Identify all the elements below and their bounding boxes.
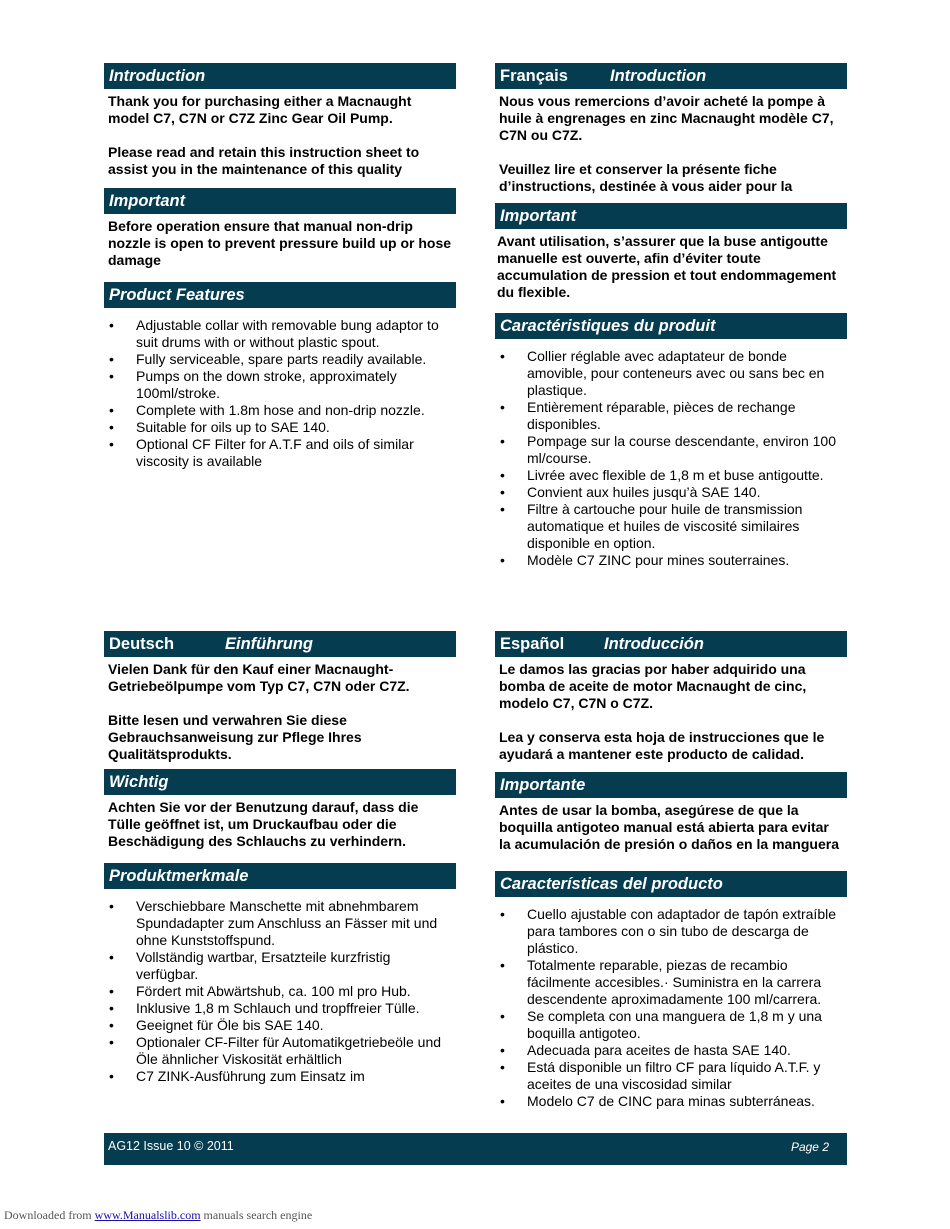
list-item: • Complete with 1.8m hose and non-drip nozzle. xyxy=(104,402,456,419)
list-item: • Verschiebbare Manschette mit abnehmbarem Spundadapter zum Anschluss an Fässer mit und ohne Kunststoffspund. xyxy=(104,898,456,949)
list-item: • Suitable for oils up to SAE 140. xyxy=(104,419,456,436)
french-important-text: Avant utilisation, s’assurer que la buse antigoutte manuelle est ouverte, afin d’éviter toute accumulation de pression et tout endommagement du flexible. xyxy=(497,233,837,300)
english-section xyxy=(104,63,456,470)
list-item: • Convient aux huiles jusqu’à SAE 140. xyxy=(495,484,847,501)
list-item: • Inklusive 1,8 m Schlauch und tropffreier Tülle. xyxy=(104,1000,456,1017)
german-intro-text: Vielen Dank für den Kauf einer Macnaught-Getriebeölpumpe vom Typ C7, C7N oder C7Z. Bitte lesen und verwahren Sie diese Gebrauchsanweisung zur Pflege Ihres Qualitätsprodukts. xyxy=(108,661,410,762)
list-item: • Adjustable collar with removable bung adaptor to suit drums with or without plastic spout. xyxy=(104,317,456,351)
german-features-list xyxy=(104,889,456,1085)
list-item: • Vollständig wartbar, Ersatzteile kurzfristig verfügbar. xyxy=(104,949,456,983)
list-item: • Se completa con una manguera de 1,8 m y una boquilla antigoteo. xyxy=(495,1008,847,1042)
spanish-features-list xyxy=(495,897,847,1110)
french-important-header: Important xyxy=(495,203,847,229)
german-important-text: Achten Sie vor der Benutzung darauf, dass die Tülle geöffnet ist, um Druckaufbau oder die Beschädigung des Schlauchs zu verhindern. xyxy=(108,799,419,849)
spanish-intro-header: Español Introducción xyxy=(495,631,847,657)
list-item: • Pompage sur la course descendante, environ 100 ml/course. xyxy=(495,433,847,467)
list-item: • Fördert mit Abwärtshub, ca. 100 ml pro Hub. xyxy=(104,983,456,1000)
french-section xyxy=(495,63,847,569)
spanish-section xyxy=(495,631,847,1110)
english-important-header: Important xyxy=(104,188,456,214)
manualslib-link[interactable]: www.Manualslib.com xyxy=(94,1208,201,1222)
french-features-header: Caractéristiques du produit xyxy=(495,313,847,339)
french-intro-text: Nous vous remercions d’avoir acheté la pompe à huile à engrenages en zinc Macnaught modèle C7, C7N ou C7Z. Veuillez lire et conserver la présente fiche d’instructions, destinée à vous aider pour la xyxy=(499,93,834,194)
french-intro-header: Français Introduction xyxy=(495,63,847,89)
spanish-features-header: Características del producto xyxy=(495,871,847,897)
german-intro-header: Deutsch Einführung xyxy=(104,631,456,657)
page-number: Page 2 xyxy=(790,1140,829,1154)
list-item: • Optionaler CF-Filter für Automatikgetriebeöle und Öle ähnlicher Viskosität erhältlich xyxy=(104,1034,456,1068)
english-features-list xyxy=(104,308,456,470)
german-important-header: Wichtig xyxy=(104,769,456,795)
list-item: • Collier réglable avec adaptateur de bonde amovible, pour conteneurs avec ou sans bec en plastique. xyxy=(495,348,847,399)
list-item: • Cuello ajustable con adaptador de tapón extraíble para tambores con o sin tubo de descarga de plástico. xyxy=(495,906,847,957)
download-notice xyxy=(4,1208,312,1223)
list-item: • Pumps on the down stroke, approximately 100ml/stroke. xyxy=(104,368,456,402)
spanish-important-header: Importante xyxy=(495,772,847,798)
list-item: • Filtre à cartouche pour huile de transmission automatique et huiles de viscosité similaires disponible en option. xyxy=(495,501,847,552)
list-item: • Modelo C7 de CINC para minas subterráneas. xyxy=(495,1093,847,1110)
issue-text: AG12 Issue 10 © 2011 xyxy=(108,1139,234,1153)
list-item: • Livrée avec flexible de 1,8 m et buse antigoutte. xyxy=(495,467,847,484)
page-footer xyxy=(104,1133,847,1165)
list-item: • Está disponible un filtro CF para líquido A.T.F. y aceites de una viscosidad similar xyxy=(495,1059,847,1093)
list-item: • Geeignet für Öle bis SAE 140. xyxy=(104,1017,456,1034)
english-important-text: Before operation ensure that manual non-drip nozzle is open to prevent pressure build up or hose damage xyxy=(108,218,452,268)
english-intro-text: Thank you for purchasing either a Macnaught model C7, C7N or C7Z Zinc Gear Oil Pump. Please read and retain this instruction sheet to assist you in the maintenance of this quality xyxy=(108,93,420,177)
english-intro-header: Introduction xyxy=(104,63,456,89)
download-suffix: manuals search engine xyxy=(200,1208,313,1222)
list-item: • Totalmente reparable, piezas de recambio fácilmente accesibles.· Suministra en la carrera descendente aproximadamente 100 ml/carrera. xyxy=(495,957,847,1008)
german-section xyxy=(104,631,456,1085)
list-item: • Adecuada para aceites de hasta SAE 140. xyxy=(495,1042,847,1059)
spanish-intro-text: Le damos las gracias por haber adquirido una bomba de aceite de motor Macnaught de cinc, modelo C7, C7N o C7Z. Lea y conserva esta hoja de instrucciones que le ayudará a mantener este producto de calidad. xyxy=(499,661,825,762)
french-features-list xyxy=(495,339,847,569)
spanish-important-text: Antes de usar la bomba, asegúrese de que la boquilla antigoteo manual está abierta para evitar la acumulación de presión o daños en la manguera xyxy=(499,802,839,852)
list-item: • Optional CF Filter for A.T.F and oils of similar viscosity is available xyxy=(104,436,456,470)
list-item: • Entièrement réparable, pièces de rechange disponibles. xyxy=(495,399,847,433)
german-features-header: Produktmerkmale xyxy=(104,863,456,889)
list-item: • Fully serviceable, spare parts readily available. xyxy=(104,351,456,368)
english-features-header: Product Features xyxy=(104,282,456,308)
list-item: • C7 ZINK-Ausführung zum Einsatz im xyxy=(104,1068,456,1085)
list-item: • Modèle C7 ZINC pour mines souterraines. xyxy=(495,552,847,569)
download-prefix: Downloaded from xyxy=(4,1208,95,1222)
